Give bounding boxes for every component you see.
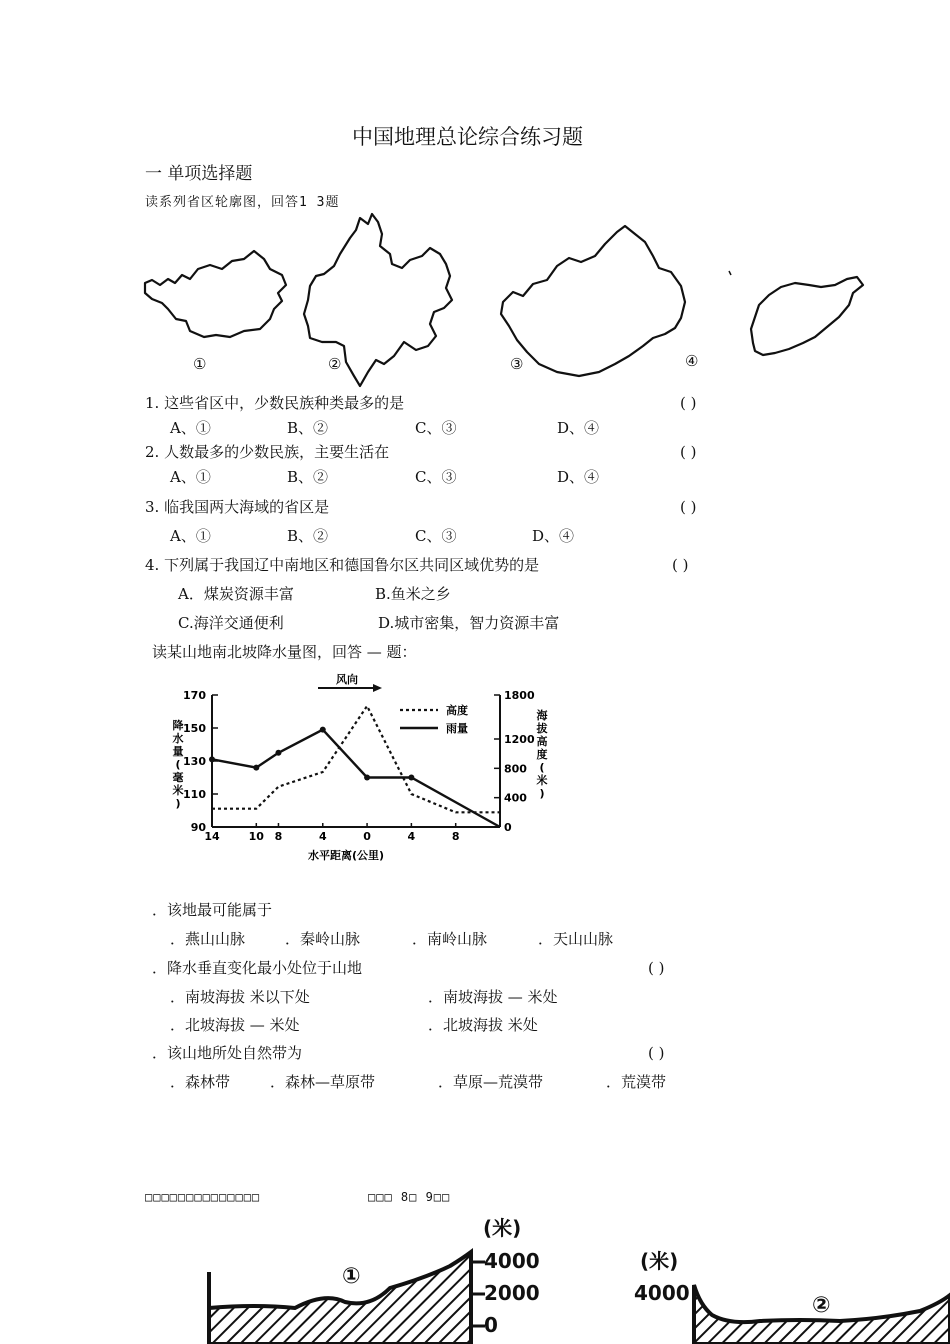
left-axis-label-char: 量	[172, 745, 184, 758]
question-3-bracket: ( )	[680, 498, 697, 516]
map-label-2: ②	[328, 355, 342, 373]
q4-option-a: A．煤炭资源丰富	[178, 585, 294, 603]
q1-option-c: C、③	[415, 419, 457, 437]
question-7-bracket: ( )	[648, 1044, 665, 1062]
legend-label-height: 高度	[446, 704, 468, 717]
x-tick-label: 4	[407, 830, 416, 843]
right-axis-label-char: 海	[536, 709, 548, 722]
q6-option-a: ．南坡海拔 米以下处	[170, 988, 310, 1006]
question-1-bracket: ( )	[680, 394, 697, 412]
right-axis-label-char: (	[539, 761, 545, 774]
province-outline-3	[495, 222, 690, 382]
x-axis-label: 水平距离(公里)	[307, 849, 385, 862]
profile-left-tick-4000: 4000	[484, 1249, 540, 1273]
section-heading: 一 单项选择题	[145, 164, 253, 184]
x-tick-label: 4	[318, 830, 327, 843]
q1-option-b: B、②	[287, 419, 329, 437]
q5-option-c: ．南岭山脉	[412, 930, 488, 948]
intro-chart: 读某山地南北坡降水量图，回答 — 题：	[152, 643, 417, 661]
q3-option-c: C、③	[415, 527, 457, 545]
q5-option-d: ．天山山脉	[538, 930, 614, 948]
q2-option-b: B、②	[287, 468, 329, 486]
q5-option-a: ．燕山山脉	[170, 930, 246, 948]
map-label-3: ③	[510, 355, 524, 373]
question-3-text: 3. 临我国两大海域的省区是	[145, 498, 330, 516]
left-tick-label: 130	[183, 755, 206, 768]
q2-option-c: C、③	[415, 468, 457, 486]
question-6-bracket: ( )	[648, 959, 665, 977]
rainfall-point	[275, 750, 281, 756]
question-2-bracket: ( )	[680, 443, 697, 461]
question-7-text: ．该山地所处自然带为	[152, 1044, 303, 1062]
x-tick-label: 0	[363, 830, 371, 843]
footer-right: □□□ 8□ 9□□	[368, 1190, 451, 1204]
legend-label-rainfall: 雨量	[446, 722, 468, 735]
x-tick-label: 10	[248, 830, 264, 843]
q7-option-b: ．森林—草原带	[270, 1073, 376, 1091]
rainfall-point	[364, 775, 370, 781]
question-4-bracket: ( )	[672, 556, 689, 574]
q2-option-d: D、④	[557, 468, 600, 486]
q6-option-d: ．北坡海拔 米处	[428, 1016, 538, 1034]
q1-option-d: D、④	[557, 419, 600, 437]
profile-right-tick-4000: 4000	[634, 1281, 690, 1305]
profile-left-tick-2000: 2000	[484, 1281, 540, 1305]
province-outline-2	[300, 210, 460, 395]
right-axis-label-char: 米	[536, 774, 548, 787]
rainfall-point	[408, 775, 414, 781]
left-tick-label: 90	[190, 821, 206, 834]
rainfall-point	[320, 727, 326, 733]
left-axis-label-char: 米	[172, 784, 184, 797]
right-tick-label: 1200	[504, 733, 535, 746]
q4-option-b: B.鱼米之乡	[375, 585, 451, 603]
question-5-text: ．该地最可能属于	[152, 901, 273, 919]
q6-option-c: ．北坡海拔 — 米处	[170, 1016, 300, 1034]
profile-left-unit: (米)	[483, 1216, 522, 1240]
province-outline-1	[140, 245, 300, 345]
q4-option-c: C.海洋交通便利	[178, 614, 284, 632]
province-outline-4	[725, 265, 870, 365]
q4-option-d: D.城市密集，智力资源丰富	[378, 614, 560, 632]
q3-option-a: A、①	[170, 527, 211, 545]
map-label-4: ④	[685, 352, 699, 370]
left-tick-label: 150	[183, 722, 206, 735]
q7-option-c: ．草原—荒漠带	[438, 1073, 544, 1091]
right-axis-label-char: )	[539, 787, 545, 800]
left-tick-label: 110	[183, 788, 206, 801]
question-4-text: 4. 下列属于我国辽中南地区和德国鲁尔区共同区域优势的是	[145, 556, 540, 574]
question-1-text: 1. 这些省区中，少数民族种类最多的是	[145, 394, 405, 412]
intro-maps: 读系列省区轮廓图，回答1 3题	[145, 195, 340, 210]
q2-option-a: A、①	[170, 468, 211, 486]
right-tick-label: 1800	[504, 689, 535, 702]
q3-option-b: B、②	[287, 527, 329, 545]
left-tick-label: 170	[183, 689, 206, 702]
q7-option-a: ．森林带	[170, 1073, 231, 1091]
left-axis-label-char: 降	[172, 719, 184, 732]
profile-right-label: ②	[812, 1293, 831, 1318]
left-axis-label-char: )	[175, 797, 181, 810]
q3-option-d: D、④	[532, 527, 575, 545]
rainfall-point	[253, 765, 259, 771]
wind-arrow-icon	[373, 684, 382, 692]
q5-option-b: ．秦岭山脉	[285, 930, 361, 948]
page-title: 中国地理总论综合练习题	[352, 125, 583, 149]
footer-left: □□□□□□□□□□□□□□	[145, 1190, 261, 1204]
question-6-text: ．降水垂直变化最小处位于山地	[152, 959, 363, 977]
wind-direction-label: 风向	[336, 673, 358, 686]
profile-left-tick-0: 0	[484, 1313, 498, 1337]
precipitation-chart	[160, 670, 560, 870]
right-tick-label: 400	[504, 791, 527, 805]
right-tick-label: 800	[504, 762, 527, 776]
left-axis-label-char: (	[175, 758, 181, 771]
right-axis-label-char: 度	[536, 748, 548, 761]
x-tick-label: 8	[274, 830, 283, 843]
left-axis-label-char: 毫	[172, 771, 184, 784]
rainfall-point	[209, 756, 215, 762]
right-axis-label-char: 高	[536, 735, 548, 748]
question-2-text: 2. 人数最多的少数民族，主要生活在	[145, 443, 390, 461]
q6-option-b: ．南坡海拔 — 米处	[428, 988, 558, 1006]
left-axis-label-char: 水	[172, 732, 184, 745]
right-axis-label-char: 拔	[536, 722, 548, 735]
q1-option-a: A、①	[170, 419, 211, 437]
profile-right-unit: (米)	[640, 1249, 679, 1273]
right-tick-label: 0	[504, 821, 512, 834]
map-label-1: ①	[193, 355, 207, 373]
profile-left-label: ①	[342, 1264, 361, 1289]
x-tick-label: 8	[451, 830, 460, 843]
x-tick-label: 14	[204, 830, 220, 843]
q7-option-d: ．荒漠带	[606, 1073, 667, 1091]
